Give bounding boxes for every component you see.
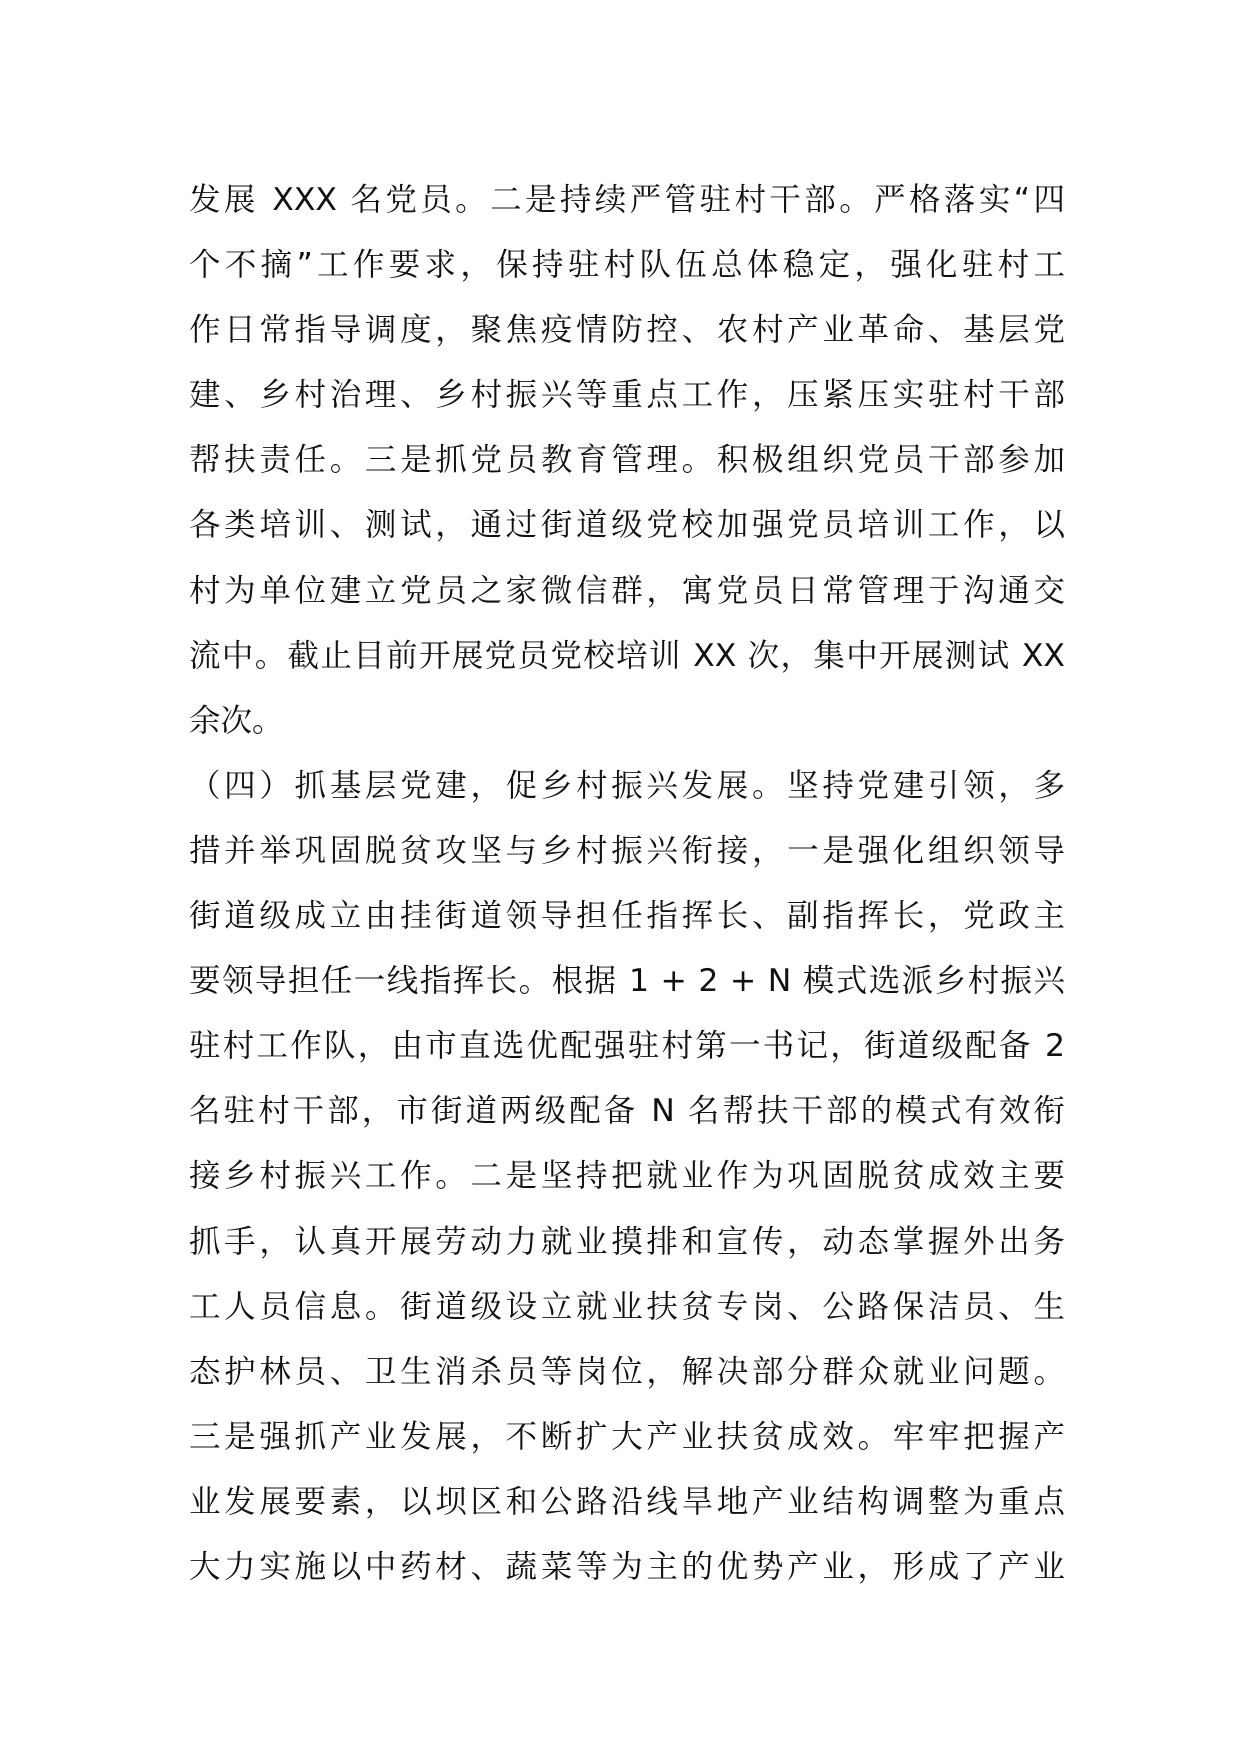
text-line: 建、乡村治理、乡村振兴等重点工作，压紧压实驻村干部 bbox=[189, 377, 1065, 414]
text-line: 各类培训、测试，通过街道级党校加强党员培训工作，以 bbox=[189, 507, 1065, 544]
text-line: 业发展要素，以坝区和公路沿线旱地产业结构调整为重点 bbox=[189, 1483, 1065, 1520]
text-line: 帮扶责任。三是抓党员教育管理。积极组织党员干部参加 bbox=[189, 442, 1065, 479]
text-line: 措并举巩固脱贫攻坚与乡村振兴衔接，一是强化组织领导 bbox=[189, 832, 1065, 869]
text-line: 余次。 bbox=[189, 702, 284, 739]
text-line: 工人员信息。街道级设立就业扶贫专岗、公路保洁员、生 bbox=[189, 1288, 1065, 1325]
text-line: 作日常指导调度，聚焦疫情防控、农村产业革命、基层党 bbox=[189, 312, 1065, 349]
body-text bbox=[189, 168, 1065, 1600]
section-heading-line: （四）抓基层党建，促乡村振兴发展。坚持党建引领，多 bbox=[189, 767, 1065, 804]
text-line: 驻村工作队，由市直选优配强驻村第一书记，街道级配备 2 bbox=[189, 1028, 1065, 1065]
text-line: 要领导担任一线指挥长。根据 1 + 2 + N 模式选派乡村振兴 bbox=[189, 963, 1065, 1000]
text-line: 抓手，认真开展劳动力就业摸排和宣传，动态掌握外出务 bbox=[189, 1223, 1065, 1260]
text-line: 流中。截止目前开展党员党校培训 XX 次，集中开展测试 XX bbox=[189, 637, 1065, 674]
text-line: 态护林员、卫生消杀员等岗位，解决部分群众就业问题。 bbox=[189, 1353, 1065, 1390]
text-line: 发展 XXX 名党员。二是持续严管驻村干部。严格落实“四 bbox=[189, 182, 1065, 218]
text-line: 名驻村干部，市街道两级配备 N 名帮扶干部的模式有效衔 bbox=[189, 1093, 1065, 1130]
text-line: 街道级成立由挂街道领导担任指挥长、副指挥长，党政主 bbox=[189, 898, 1065, 935]
text-line: 村为单位建立党员之家微信群，寓党员日常管理于沟通交 bbox=[189, 572, 1065, 609]
text-line: 三是强抓产业发展，不断扩大产业扶贫成效。牢牢把握产 bbox=[189, 1418, 1065, 1455]
text-line: 接乡村振兴工作。二是坚持把就业作为巩固脱贫成效主要 bbox=[189, 1158, 1065, 1195]
text-line: 个不摘”工作要求，保持驻村队伍总体稳定，强化驻村工 bbox=[189, 247, 1065, 284]
text-line: 大力实施以中药材、蔬菜等为主的优势产业，形成了产业 bbox=[189, 1548, 1065, 1585]
